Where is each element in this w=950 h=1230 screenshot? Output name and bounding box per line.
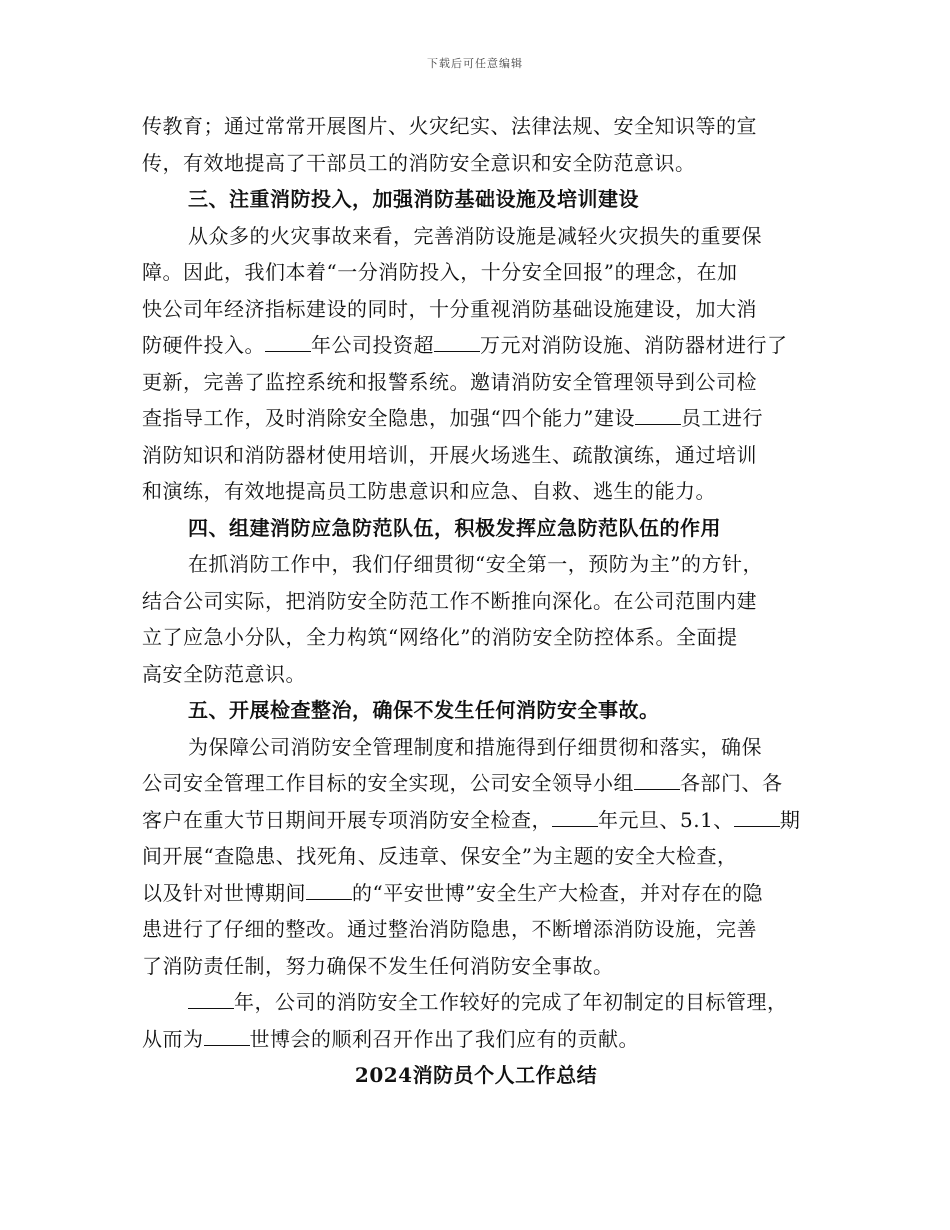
text-segment: 障。因此，我们本着“一分消防投入，十分安全回报”的理念，在加	[142, 260, 738, 284]
text-segment: 防硬件投入。	[142, 333, 265, 357]
paragraph-line	[142, 147, 810, 179]
text-segment: 查指导工作，及时消除安全隐患，加强“四个能力”建设	[142, 406, 635, 430]
fill-in-blank	[306, 877, 352, 900]
paragraph-line	[142, 439, 810, 471]
paragraph-line	[142, 950, 810, 982]
text-segment: 患进行了仔细的整改。通过整治消防隐患，不断增添消防设施，完善	[142, 917, 757, 941]
section-heading	[142, 183, 810, 215]
paragraph-first-line	[142, 731, 810, 763]
fill-in-blank	[634, 767, 680, 790]
text-segment: 立了应急小分队，全力构筑“网络化”的消防安全防控体系。全面提	[142, 625, 738, 649]
text-segment: 员工进行	[680, 406, 763, 430]
text-segment: 消防知识和消防器材使用培训，开展火场逃生、疏散演练，通过培训	[142, 442, 757, 467]
text-segment: 传，有效地提高了干部员工的消防安全意识和安全防范意识。	[142, 150, 696, 175]
section-heading	[142, 694, 810, 726]
text-segment: 年公司投资超	[311, 333, 434, 357]
text-segment: 万元对消防设施、消防器材进行了	[480, 333, 788, 357]
paragraph-first-line	[142, 220, 810, 252]
text-segment: 2024消防员个人工作总结	[354, 1063, 598, 1087]
text-segment: 在抓消防工作中，我们仔细贯彻“安全第一，预防为主”的方针，	[188, 552, 763, 576]
text-segment: 快公司年经济指标建设的同时，十分重视消防基础设施建设，加大消	[142, 296, 757, 321]
paragraph-line	[142, 840, 810, 872]
text-segment: 的“平安世博”安全生产大检查，并对存在的隐	[352, 880, 763, 905]
document-body	[142, 110, 810, 1096]
fill-in-blank	[434, 329, 480, 352]
paragraph-line	[142, 475, 810, 507]
paragraph-line	[142, 877, 810, 909]
paragraph-line	[142, 402, 810, 434]
paragraph-line	[142, 1023, 810, 1055]
text-segment: 以及针对世博期间	[142, 880, 306, 905]
fill-in-blank	[204, 1023, 250, 1046]
section-heading	[142, 512, 810, 544]
paragraph-line	[142, 621, 810, 653]
text-segment: 公司安全管理工作目标的安全实现，公司安全领导小组	[142, 771, 634, 795]
next-document-title	[142, 1059, 810, 1091]
paragraph-line	[142, 256, 810, 288]
paragraph-line	[142, 329, 810, 361]
text-segment: 四、组建消防应急防范队伍，积极发挥应急防范队伍的作用	[188, 515, 721, 540]
text-segment: 三、注重消防投入，加强消防基础设施及培训建设	[188, 187, 639, 211]
text-segment: 年，公司的消防安全工作较好的完成了年初制定的目标管理，	[234, 990, 788, 1014]
page-header: 下载后可任意编辑	[427, 57, 523, 70]
paragraph-first-line	[142, 548, 810, 580]
text-segment: 了消防责任制，努力确保不发生任何消防安全事故。	[142, 953, 614, 978]
text-segment: 为保障公司消防安全管理制度和措施得到仔细贯彻和落实，确保	[188, 734, 762, 759]
paragraph-line	[142, 767, 810, 799]
paragraph-line	[142, 366, 810, 398]
paragraph-line	[142, 658, 810, 690]
paragraph-line	[142, 804, 810, 836]
paragraph-first-line	[142, 986, 810, 1018]
text-segment: 各部门、各	[680, 771, 783, 795]
text-segment: 传教育；通过常常开展图片、火灾纪实、法律法规、安全知识等的宣	[142, 114, 757, 138]
text-segment: 五、开展检查整治，确保不发生任何消防安全事故。	[188, 698, 660, 722]
paragraph-line	[142, 293, 810, 325]
paragraph-line	[142, 110, 810, 142]
text-segment: 世博会的顺利召开作出了我们应有的贡献。	[249, 1026, 639, 1051]
text-segment: 年元旦、5.1、	[598, 807, 734, 832]
text-segment: 结合公司实际，把消防安全防范工作不断推向深化。在公司范围内建	[142, 588, 757, 613]
paragraph-line	[142, 913, 810, 945]
text-segment: 客户在重大节日期间开展专项消防安全检查，	[142, 807, 552, 832]
fill-in-blank	[552, 804, 598, 827]
text-segment: 从而为	[142, 1026, 204, 1051]
paragraph-line	[142, 585, 810, 617]
fill-in-blank	[734, 804, 780, 827]
text-segment: 更新，完善了监控系统和报警系统。邀请消防安全管理领导到公司检	[142, 369, 757, 394]
fill-in-blank	[635, 402, 681, 425]
fill-in-blank	[188, 986, 234, 1009]
text-segment: 高安全防范意识。	[142, 661, 306, 686]
text-segment: 和演练，有效地提高员工防患意识和应急、自救、逃生的能力。	[142, 479, 716, 503]
text-segment: 期	[779, 807, 801, 832]
fill-in-blank	[265, 329, 311, 352]
text-segment: 间开展“查隐患、找死角、反违章、保安全”为主题的安全大检查，	[142, 844, 738, 868]
text-segment: 从众多的火灾事故来看，完善消防设施是减轻火灾损失的重要保	[188, 223, 762, 248]
